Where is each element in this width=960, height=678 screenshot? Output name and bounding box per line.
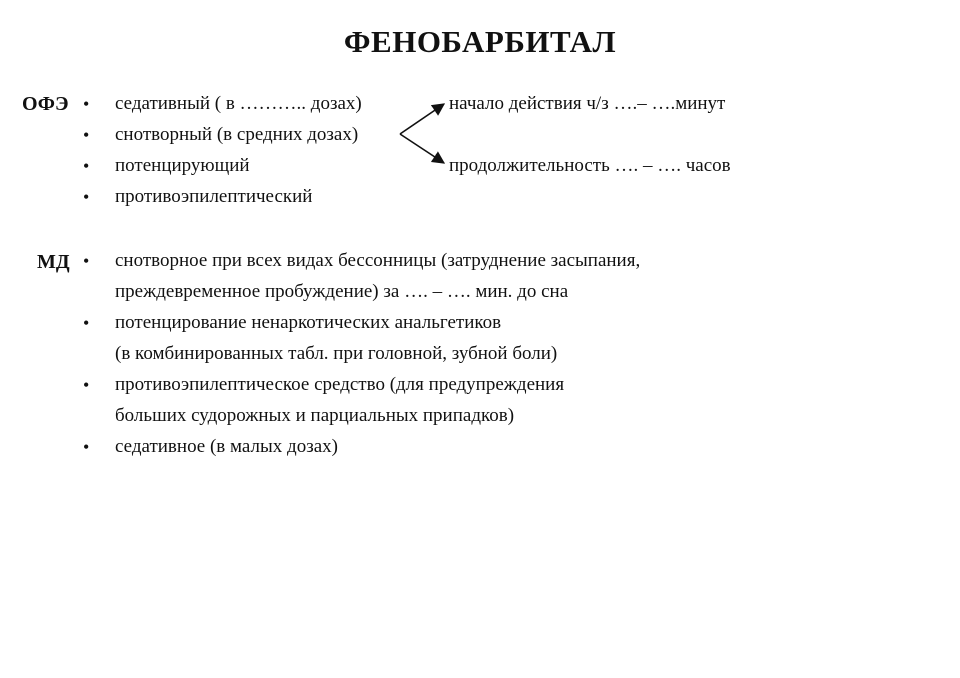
bullet: • [83,94,90,114]
ofe-label: ОФЭ [22,93,69,115]
ofe-item-potentiating: потенцирующий [115,155,250,176]
bullet: • [83,125,90,145]
md-item-potentiation: потенцирование ненаркотических анальгетиков [115,312,502,333]
ofe-item-hypnotic: снотворный (в средних дозах) [115,124,359,145]
ofe-item-sedative: седативный ( в ……….. дозах) [115,93,362,114]
bullet: • [83,437,90,457]
ofe-item-antiepileptic: противоэпилептический [115,186,313,207]
arrow-to-onset [400,104,444,134]
onset-text: начало действия ч/з ….– ….минут [449,93,726,114]
arrow-to-duration [400,134,444,163]
md-item-hypnotic: снотворное при всех видах бессонницы (затруднение засыпания, [115,250,641,271]
md-item-antiepileptic-cont: больших судорожных и парциальных припадков) [115,405,515,426]
md-item-antiepileptic: противоэпилептическое средство (для предупреждения [115,374,565,395]
bullet: • [83,251,90,271]
md-item-hypnotic-cont: преждевременное пробуждение) за …. – …. мин. до сна [115,281,569,302]
duration-text: продолжительность …. – …. часов [449,155,731,176]
bullet: • [83,156,90,176]
bullet: • [83,187,90,207]
bullet: • [83,375,90,395]
md-item-sedative: седативное (в малых дозах) [115,436,338,457]
md-item-potentiation-cont: (в комбинированных табл. при головной, зубной боли) [115,343,558,364]
md-label: МД [37,251,70,273]
page-title: ФЕНОБАРБИТАЛ [343,24,617,59]
bullet: • [83,313,90,333]
